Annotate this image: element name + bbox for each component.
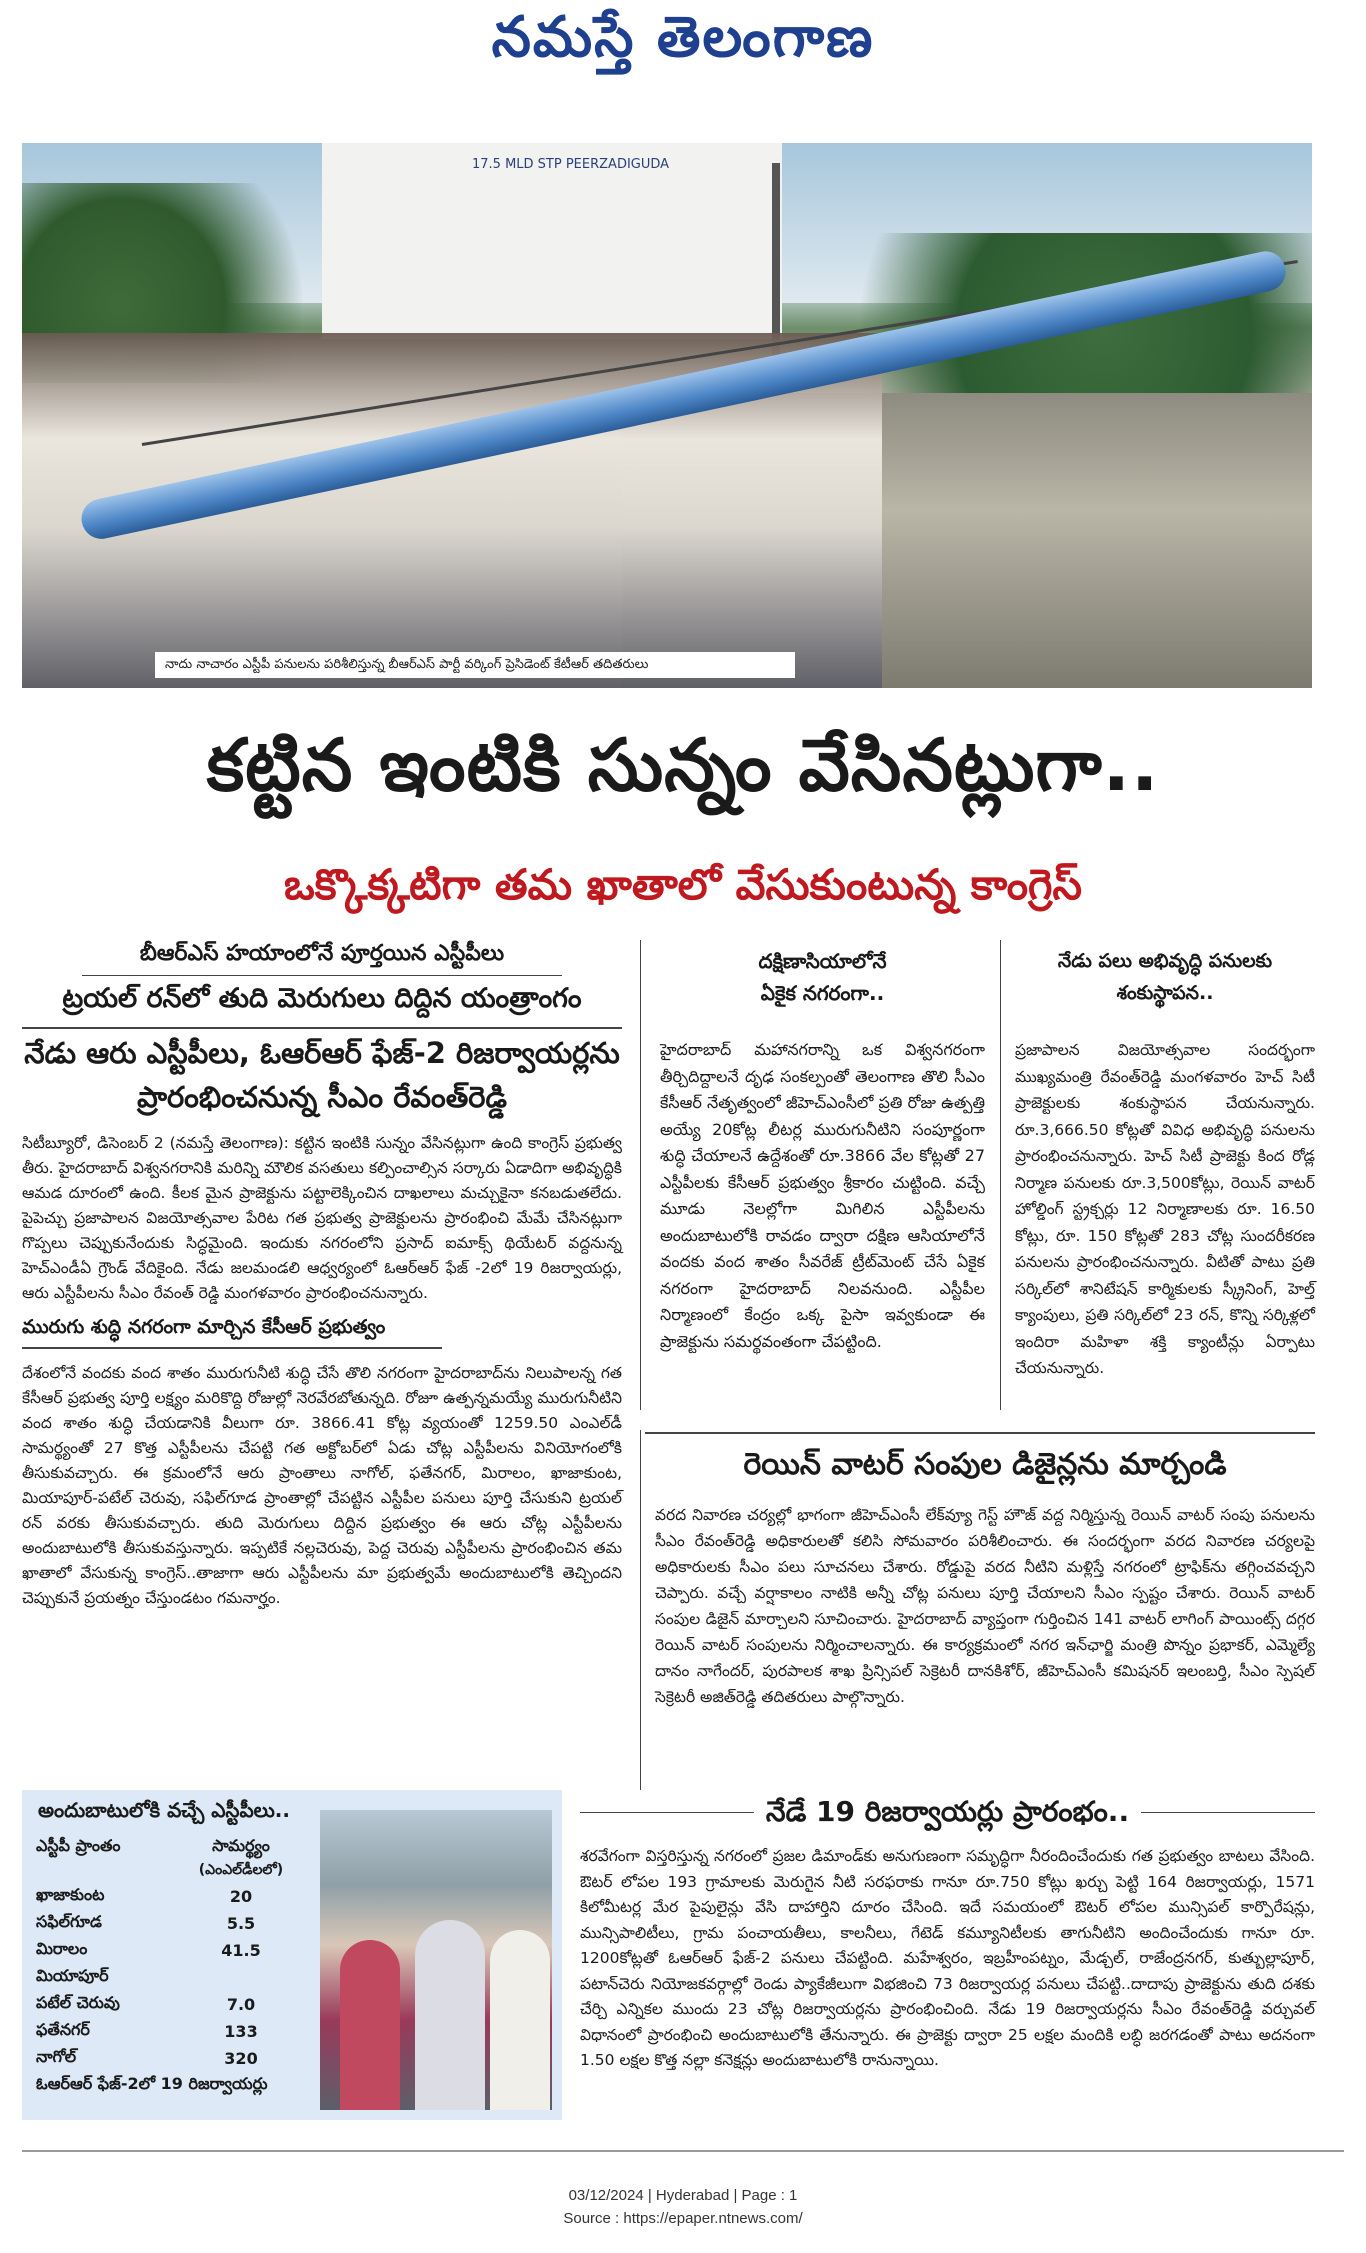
- masthead: [0, 0, 1366, 90]
- masthead-title: నమస్తే తెలంగాణ: [491, 4, 875, 70]
- footer-line-2: Source : https://epaper.ntnews.com/: [563, 2210, 803, 2227]
- stp-value: 5.5: [226, 1914, 256, 1933]
- stp-table-header: [36, 1835, 306, 1859]
- stp-table: [36, 1835, 306, 2099]
- stp-col-area: ఎస్టీపీ ప్రాంతం: [36, 1835, 121, 1855]
- reservoir-box-title: నేడే 19 రిజర్వాయర్లు ప్రారంభం..: [754, 1790, 1141, 1834]
- table-row: [36, 1883, 306, 1910]
- photo-building-sign: 17.5 MLD STP PEERZADIGUDA: [472, 157, 670, 172]
- footer-rule: [22, 2150, 1344, 2152]
- left-para-1: సిటీబ్యూరో, డిసెంబర్ 2 (నమస్తే తెలంగాణ): కట్టిన ఇంటికి సున్నం వేసినట్లుగా ఉంది కాంగ్రెస్ ప్రభుత్వ తీరు. హైదరాబాద్ విశ్వనగరానికి మరిన్ని మౌలిక వసతులు కల్పించాల్సిన సర్కారు ఏడాదిగా అభివృద్ధికి ఆమడ దూరంలో ఉంది. కీలక మైన ప్రాజెక్టును పట్టాలెక్కించిన దాఖలాలు మచ్చుకైనా కనబడుతలేదు. పైపెచ్చు ప్రజాపాలన విజయోత్సవాల పేరిట గత ప్రభుత్వ ప్రాజెక్టులను ప్రారంభించి మేమే చేసినట్లుగా గొప్పలు చెప్పుకునేందుకు సిద్ధమైంది. ఇందుకు నగరంలోని ప్రసాద్ ఐమాక్స్ థియేటర్ వద్దనున్న హెచ్ఎండీఏ గ్రౌండ్ వేదికైంది. నేడు జలమండలి ఆధ్వర్యంలో ఓఆర్‌ఆర్ ఫేజ్ -2లో 19 రిజర్వాయర్లు, ఆరు ఎస్టీపీలను సీఎం రేవంత్ రెడ్డి మంగళవారం ప్రారంభించనున్నారు.: [22, 1134, 622, 1302]
- side-photo-person-3: [490, 1930, 550, 2110]
- stp-col-unit: (ఎంఎల్‌డీలలో): [198, 1861, 284, 1878]
- stp-table-title: అందుబాటులోకి వచ్చే ఎస్టీపీలు..: [38, 1798, 290, 1822]
- stp-name: ఖాజాకుంట: [36, 1885, 105, 1904]
- stp-name: పటేల్ చెరువు: [36, 1993, 120, 2012]
- side-photo: [320, 1810, 552, 2110]
- main-photo: [22, 143, 1312, 688]
- left-kicker-rule: [82, 975, 562, 976]
- stp-value: 320: [224, 2049, 258, 2068]
- stp-name: మిరాలం: [36, 1939, 88, 1958]
- stp-table-unit-row: [36, 1859, 306, 1883]
- middle-title-2: ఏకైక నగరంగా..: [760, 981, 885, 1005]
- right-title-2: శంకుస్థాపన..: [1116, 982, 1214, 1004]
- table-row: [36, 1991, 306, 2018]
- rain-water-box: [655, 1442, 1315, 1710]
- table-row: [36, 1937, 306, 1964]
- rain-box-top-rule: [645, 1432, 1315, 1434]
- stp-side-box: [22, 1790, 562, 2120]
- main-headline: కట్టిన ఇంటికి సున్నం వేసినట్లుగా..: [206, 723, 1160, 807]
- footer-line-1: 03/12/2024 | Hyderabad | Page : 1: [568, 2187, 798, 2204]
- left-kicker-1: బీఆర్‌ఎస్ హయాంలోనే పూర్తయిన ఎస్టీపీలు: [139, 941, 505, 966]
- side-photo-person-1: [340, 1940, 400, 2110]
- stp-name: ఫతేనగర్: [36, 2020, 90, 2039]
- stp-value: 133: [224, 2022, 258, 2041]
- stp-name: మియాపూర్: [36, 1966, 109, 1985]
- rain-box-title: రెయిన్ వాటర్ సంపుల డిజైన్లను మార్చండి: [743, 1447, 1227, 1482]
- left-para-2: దేశంలోనే వందకు వంద శాతం మురుగునీటి శుద్ధి చేసే తొలి నగరంగా హైదరాబాద్‌ను నిలుపాలన్న గత కేసీఆర్ ప్రభుత్వ పూర్తి లక్ష్యం మరికొద్ది రోజుల్లో నెరవేరబోతున్నది. రోజూ ఉత్పన్నమయ్యే మురుగునీటిని వంద శాతం శుద్ధి చేయడానికి వీలుగా రూ. 3866.41 కోట్ల వ్యయంతో 1259.50 ఎంఎల్‌డీ సామర్థ్యంతో 27 కొత్త ఎస్టీపీలను చేపట్టి గత అక్టోబర్‌లో ఏడు చోట్ల ఎస్టీపీలను వినియోగంలోకి తీసుకువచ్చారు. ఈ క్రమంలోనే ఆరు ప్రాంతాలు నాగోల్, ఫతేనగర్, మిరాలం, ఖాజాకుంట, మియాపూర్-పటేల్ చెరువు, సఫిల్‌గూడ ప్రాంతాల్లో చేపట్టిన ఎస్టీపీల పనులు పూర్తి చేసుకుని ట్రయల్ రన్ వరకు తీసుకువచ్చారు. తుది మెరుగులు దిద్దిన ప్రభుత్వం ఈ ఆరు చోట్ల ఎస్టీపీలను అందుబాటులోకి తీసుకువస్తున్నారు. ఇప్పటికే నల్లచెరువు, పెద్ద చెరువు ఎస్టీపీలను ప్రారంభించిన తమ ఖాతాలో వేసుకున్న కాంగ్రెస్..తాజాగా ఆరు ఎస్టీపీలను మా ప్రభుత్వమే అందుబాటులోకి తెచ్చిందని చెప్పుకునే ప్రయత్నం చేస్తుండటం గమనార్హం.: [22, 1364, 622, 1607]
- stp-value: 41.5: [221, 1941, 261, 1960]
- table-row: [36, 2018, 306, 2045]
- left-kicker-2: ట్రయల్ రన్‌లో తుది మెరుగులు దిద్దిన యంత్రాంగం: [62, 983, 582, 1014]
- table-row: [36, 2045, 306, 2072]
- middle-title-1: దక్షిణాసియాలోనే: [758, 949, 887, 973]
- left-subheading: మురుగు శుద్ధి నగరంగా మార్చిన కేసీఆర్ ప్రభుత్వం: [22, 1316, 442, 1349]
- right-column: [1015, 945, 1315, 1382]
- reservoir-box: [580, 1790, 1315, 2074]
- middle-column: [660, 945, 985, 1355]
- middle-para: హైదరాబాద్ మహానగరాన్ని ఒక విశ్వనగరంగా తీర్చిదిద్దాలనే దృఢ సంకల్పంతో తెలంగాణ తొలి సీఎం కేసీఆర్ నేతృత్వంలో జీహెచ్ఎంసీలో ప్రతి రోజు ఉత్పత్తి అయ్యే 20కోట్ల లీటర్ల మురుగునీటిని సంపూర్ణంగా శుద్ధి చేయాలనే ఉద్దేశంతో రూ.3866 వేల కోట్లతో 27 ఎస్టీపీలకు కేసీఆర్ ప్రభుత్వం శ్రీకారం చుట్టింది. వచ్చే మూడు నెలల్లోగా మిగిలిన ఎస్టీపీలను అందుబాటులోకి రావడం ద్వారా దక్షిణ ఆసియాలోనే వందకు వంద శాతం సీవరేజ్ ట్రీట్‌మెంట్ చేసే ఏకైక నగరంగా హైదరాబాద్ నిలవనుంది. ఎస్టీపీల నిర్మాణంలో కేంద్రం ఒక్క పైసా ఇవ్వకుండా ఈ ప్రాజెక్టును సమర్థవంతంగా చేపట్టింది.: [660, 1040, 985, 1351]
- stp-value: 20: [229, 1887, 253, 1906]
- photo-caption: నాదు నాచారం ఎస్టీపీ పనులను పరిశీలిస్తున్న బీఆర్‌ఎస్ పార్టీ వర్కింగ్ ప్రెసిడెంట్ కేటీఆర్ తదితరులు: [155, 652, 795, 678]
- stp-name: సఫిల్‌గూడ: [36, 1912, 102, 1931]
- right-para: ప్రజాపాలన విజయోత్సవాల సందర్భంగా ముఖ్యమంత్రి రేవంత్‌రెడ్డి మంగళవారం హెచ్ సిటీ ప్రాజెక్టులకు శంకుస్థాపన చేయనున్నారు. రూ.3,666.50 కోట్లతో వివిధ అభివృద్ధి పనులను ప్రారంభించనున్నారు. హెచ్ సిటీ ప్రాజెక్టు కింద రోడ్ల నిర్మాణ పనులకు రూ.3,500కోట్లు, రెయిన్ వాటర్ హోల్డింగ్ స్ట్రక్చర్లు 12 నిర్మాణాలకు రూ. 16.50 కోట్లు, రూ. 150 కోట్లతో 283 చోట్ల సుందరీకరణ పనులను ప్రారంభించనున్నారు. వీటితో పాటు ప్రతి సర్కిల్‌లో శానిటేషన్ కార్మికులకు స్క్రీనింగ్, హెల్త్ క్యాంపులు, ప్రతి సర్కిల్‌లో 23 రన్, కొన్ని సర్కిళ్లలో ఇందిరా మహిళా శక్తి క్యాంటీన్లు ఏర్పాటు చేయనున్నారు.: [1015, 1041, 1315, 1377]
- stp-table-footer: [36, 2072, 306, 2099]
- sub-headline: ఒక్కొక్కటిగా తమ ఖాతాలో వేసుకుంటున్న కాంగ్రెస్: [283, 860, 1083, 909]
- table-row: [36, 1964, 306, 1991]
- rain-box-para: వరద నివారణ చర్యల్లో భాగంగా జీహెచ్ఎంసీ లేక్‌వ్యూ గెస్ట్ హౌజ్ వద్ద నిర్మిస్తున్న రెయిన్ వాటర్ సంపు పనులను సీఎం రేవంత్‌రెడ్డి అధికారులతో కలిసి సోమవారం పరిశీలించారు. ఈ సందర్భంగా వరద నివారణ చర్యలపై అధికారులకు సీఎం పలు సూచనలు చేశారు. రోడ్డుపై వరద నీటిని మళ్లిస్తే నగరంలో ట్రాఫిక్‌ను తగ్గించవచ్చని చెప్పారు. వచ్చే వర్షాకాలం నాటికి అన్నీ చోట్ల పనులు పూర్తి చేయాలని సీఎం స్పష్టం చేశారు. రెయిన్ వాటర్ సంపుల డిజైన్ మార్చాలని సూచించారు. హైదరాబాద్ వ్యాప్తంగా గుర్తించిన 141 వాటర్ లాగింగ్ పాయింట్స్ దగ్గర రెయిన్ వాటర్ సంపులను నిర్మించాలన్నారు. ఈ కార్యక్రమంలో నగర ఇన్‌ఛార్జి మంత్రి పొన్నం ప్రభాకర్, ఎమ్మెల్యే దానం నాగేందర్, పురపాలక శాఖ ప్రిన్సిపల్ సెక్రెటరీ దానకిశోర్, జీహెచ్ఎంసీ కమిషనర్ ఇలంబర్తి, సీఎం స్పెషల్ సెక్రెటరీ అజిత్‌రెడ్డి తదితరులు పాల్గొన్నారు.: [655, 1506, 1315, 1706]
- stp-col-capacity: సామర్థ్యం: [212, 1835, 270, 1855]
- stp-name: నాగోల్: [36, 2047, 77, 2066]
- reservoir-box-para: శరవేగంగా విస్తరిస్తున్న నగరంలో ప్రజల డిమాండ్‌కు అనుగుణంగా సమృద్ధిగా నీరందించేందుకు గత ప్రభుత్వం బాటలు వేసింది. ఔటర్ లోపల 193 గ్రామాలకు మెరుగైన నీటి సరఫరాకు గానూ రూ.750 కోట్లు ఖర్చు పెట్టి 164 రిజర్వాయర్లు, 1571 కిలోమీటర్ల మేర పైపులైన్లు వేసి దాహార్తిని దూరం చేసింది. ఇదే సమయంలో ఔటర్ లోపల మున్సిపల్ కార్పొరేషన్లు, మున్సిపాలిటీలు, గ్రామ పంచాయతీలు, కాలనీలు, గేటెడ్ కమ్యూనిటీలకు తాగునీటిని అందించేందుకు గానూ రూ. 1200కోట్లతో ఓఆర్‌ఆర్ ఫేజ్-2 పనులు చేపట్టింది. మహేశ్వరం, ఇబ్రహీంపట్నం, మేడ్చల్, రాజేంద్రనగర్, కుత్బుల్లాపూర్, పటాన్‌చెరు నియోజకవర్గాల్లో రెండు ప్యాకేజీలుగా విభజించి 73 రిజర్వాయర్ల పనులు చేపట్టి..దాదాపు ప్రాజెక్టును తుది దశకు చేర్చి ఎన్నికల ముందు 23 చోట్ల రిజర్వాయర్లను ప్రారంభించింది. నేడు 19 రిజర్వాయర్లను సీఎం రేవంత్‌రెడ్డి వర్చువల్ విధానంలో ప్రారంభించి అందుబాటులోకి తేనున్నారు. ఈ ప్రాజెక్టు ద్వారా 25 లక్షల మందికి లబ్ధి జరగడంతో పాటు అదనంగా 1.50 లక్షల కొత్త నల్లా కనెక్షన్లు అందుబాటులోకి రానున్నాయి.: [580, 1847, 1315, 2069]
- table-row: [36, 1910, 306, 1937]
- right-title-1: నేడు పలు అభివృద్ధి పనులకు: [1057, 950, 1273, 972]
- stp-table-footer-text: ఓఆర్‌ఆర్ ఫేజ్-2లో 19 రిజర్వాయర్లు: [36, 2074, 268, 2093]
- left-deck-rule: [22, 1027, 622, 1029]
- side-photo-person-2: [415, 1920, 485, 2110]
- left-column: [22, 935, 622, 1611]
- column-divider-2: [1000, 940, 1001, 1410]
- left-deck: నేడు ఆరు ఎస్టీపీలు, ఓఆర్‌ఆర్ ఫేజ్-2 రిజర్వాయర్లను ప్రారంభించనున్న సీఎం రేవంత్‌రెడ్డి: [24, 1036, 620, 1114]
- stp-value: 7.0: [226, 1995, 256, 2014]
- column-divider-3: [640, 1430, 641, 1790]
- column-divider-1: [640, 940, 641, 1410]
- photo-building: [322, 143, 782, 339]
